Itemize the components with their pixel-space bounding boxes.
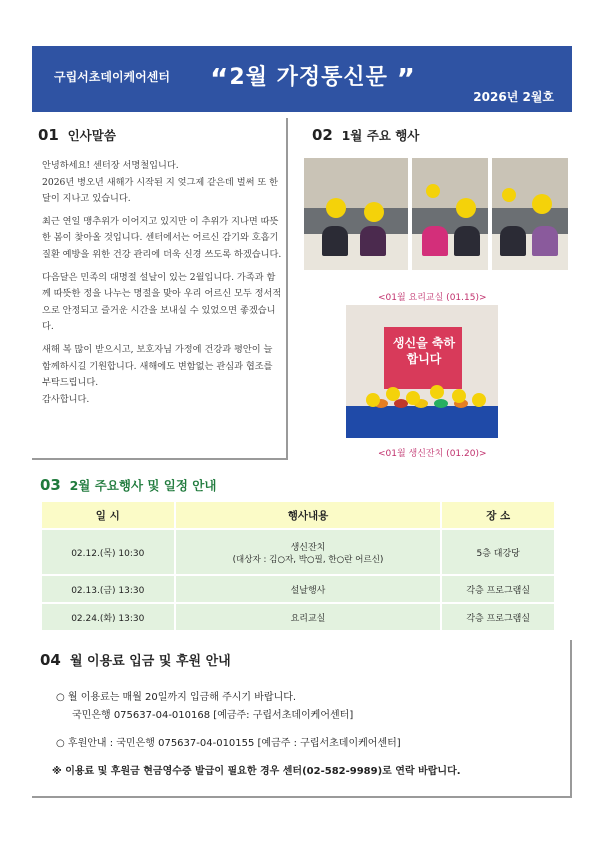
face-mask	[326, 198, 346, 218]
cell-event: 요리교실	[175, 603, 442, 631]
column-header-date: 일 시	[41, 501, 175, 529]
events-heading	[312, 126, 419, 144]
face-mask	[532, 194, 552, 214]
quote-close: ”	[396, 62, 416, 95]
schedule-heading	[40, 476, 216, 494]
section-number: 04	[40, 651, 61, 669]
greeting-paragraph: 감사합니다.	[42, 393, 90, 405]
cooking-class-caption: <01월 요리교실 (01.15)>	[378, 293, 487, 303]
face-mask	[364, 202, 384, 222]
column-header-event: 행사내용	[175, 501, 442, 529]
cell-place: 각층 프로그램실	[441, 603, 555, 631]
section-title: 1월 주요 행사	[341, 128, 420, 143]
payment-account: 국민은행 075637-04-010168 [예금주: 구립서초데이케어센터]	[72, 710, 354, 721]
newsletter-header	[32, 46, 572, 112]
greeting-paragraph: 최근 연일 맹추위가 이어지고 있지만 이 추위가 지나면 따뜻한 봄이 찾아올 것입니다. 센터에서는 어르신 감기와 호흡기 질환 예방을 위한 건강 관리에 더욱 신경 쓰도록 하겠습니다.	[42, 215, 282, 260]
cell-date: 02.24.(화) 13:30	[41, 603, 175, 631]
donation-line: ○ 후원안내 : 국민은행 075637-04-010155 [예금주 : 구립서초데이케어센터]	[56, 738, 401, 749]
event-detail: (대상자 : 김○자, 박○필, 한○란 어르신)	[232, 554, 384, 565]
section-title: 2월 주요행사 및 일정 안내	[69, 478, 217, 493]
section-number: 02	[312, 126, 333, 144]
cooking-class-photo	[412, 158, 488, 270]
face-mask	[386, 387, 400, 401]
section-number: 03	[40, 476, 61, 494]
face-mask	[452, 389, 466, 403]
cell-place: 5층 대강당	[441, 529, 555, 575]
face-mask	[430, 385, 444, 399]
receipt-note: ※ 이용료 및 후원금 현금영수증 발급이 필요한 경우 센터(02-582-9989)로 연락 바랍니다.	[52, 766, 461, 777]
table-header-row	[41, 501, 555, 529]
greeting-paragraph: 안녕하세요! 센터장 서명철입니다.	[42, 160, 179, 171]
newsletter-title	[210, 58, 416, 95]
issue-label: 2026년 2월호	[473, 90, 554, 104]
event-name: 생신잔치	[290, 542, 326, 553]
banner-text: 생신을 축하합니다	[392, 336, 456, 366]
payment-section	[32, 640, 572, 798]
section-title: 월 이용료 입금 및 후원 안내	[69, 654, 231, 669]
greeting-text	[42, 158, 282, 414]
greeting-heading	[38, 126, 116, 144]
schedule-table	[40, 500, 556, 632]
title-text: 2월 가정통신문	[229, 65, 388, 90]
greeting-section	[32, 118, 288, 460]
cell-event	[175, 529, 442, 575]
payment-heading	[40, 650, 231, 669]
cell-date: 02.12.(목) 10:30	[41, 529, 175, 575]
cell-place: 각층 프로그램실	[441, 575, 555, 603]
payment-line: ○ 월 이용료는 매월 20일까지 입금해 주시기 바랍니다.	[56, 692, 297, 703]
table-row	[41, 603, 555, 631]
birthday-party-caption: <01월 생신잔치 (01.20)>	[378, 449, 487, 459]
face-mask	[502, 188, 516, 202]
table-row	[41, 575, 555, 603]
greeting-paragraph: 다음달은 민족의 대명절 설날이 있는 2월입니다. 가족과 함께 따뜻한 정을 나누는 명절을 맞아 우리 어르신 모두 정서적으로 안정되고 즐거운 시간을 보내실 수 있었으면 좋겠습니다.	[42, 271, 282, 333]
cell-event: 설날행사	[175, 575, 442, 603]
face-mask	[366, 393, 380, 407]
column-header-place: 장 소	[441, 501, 555, 529]
face-mask	[406, 391, 420, 405]
face-mask	[426, 184, 440, 198]
section-number: 01	[38, 126, 59, 144]
cooking-class-photo	[492, 158, 568, 270]
greeting-paragraph: 2026년 병오년 새해가 시작된 지 엊그제 같은데 벌써 또 한 달이 지나고 있습니다.	[42, 176, 279, 205]
face-mask	[456, 198, 476, 218]
cooking-class-photo	[304, 158, 408, 270]
cell-date: 02.13.(금) 13:30	[41, 575, 175, 603]
center-name: 구립서초데이케어센터	[54, 70, 170, 84]
section-title: 인사말씀	[67, 128, 116, 143]
greeting-paragraph: 새해 복 많이 받으시고, 보호자님 가정에 건강과 평안이 늘 함께하시길 기원합니다. 새해에도 변함없는 관심과 협조를 부탁드립니다.	[42, 343, 273, 389]
face-mask	[472, 393, 486, 407]
quote-open: “	[210, 62, 230, 95]
birthday-party-photo	[346, 305, 498, 438]
table-row	[41, 529, 555, 575]
